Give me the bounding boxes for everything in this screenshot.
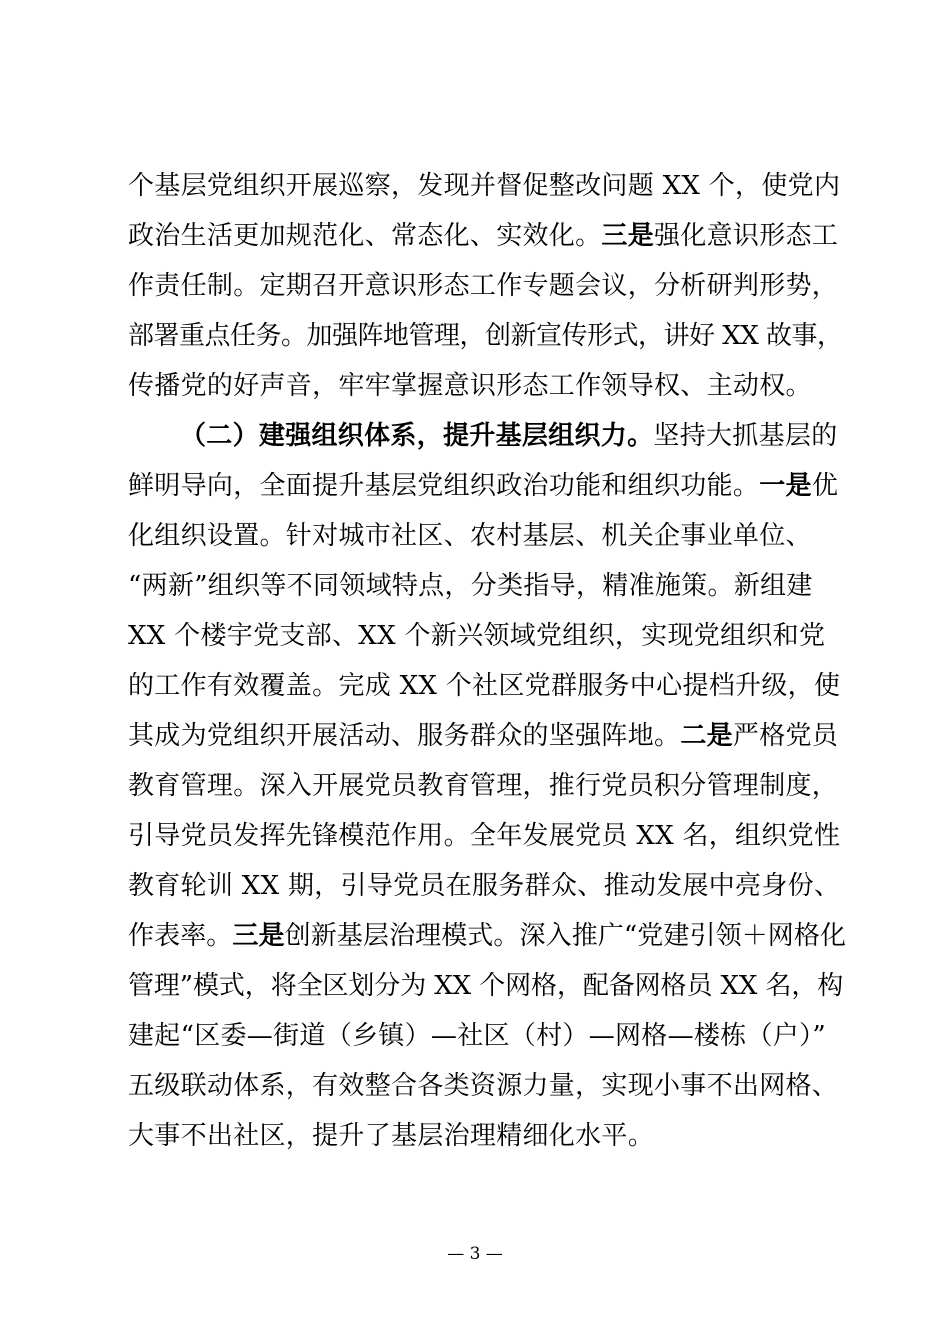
bold-run: 二是 [680, 721, 733, 751]
text-run: 的工作有效覆盖。完成 XX 个社区党群服务中心提档升级，使 [128, 671, 841, 701]
body-line [128, 1116, 654, 1156]
text-run: 鲜明导向，全面提升基层党组织政治功能和组织功能。 [128, 471, 760, 501]
bold-run: 一是 [759, 471, 812, 501]
text-run: 教育管理。深入开展党员教育管理，推行党员积分管理制度， [128, 771, 839, 801]
text-run: 创新基层治理模式。深入推广“党建引领＋网格化 [284, 921, 847, 951]
text-run: 其成为党组织开展活动、服务群众的坚强阵地。 [128, 721, 681, 751]
text-run: 作责任制。定期召开意识形态工作专题会议，分析研判形势， [128, 271, 839, 301]
text-run: 优 [811, 471, 839, 501]
body-line [128, 366, 812, 406]
bold-run: 三是 [232, 921, 285, 951]
text-run: 化组织设置。针对城市社区、农村基层、机关企事业单位、 [128, 521, 812, 551]
body-line [128, 516, 812, 556]
body-line [128, 716, 838, 756]
bold-run: （二）建强组织体系，提升基层组织力。 [180, 421, 654, 451]
body-line [128, 166, 840, 206]
body-line [128, 1016, 826, 1056]
body-line [128, 266, 838, 306]
bold-run: 三是 [601, 221, 655, 251]
text-run: 引导党员发挥先锋模范作用。全年发展党员 XX 名，组织党性 [128, 821, 841, 851]
text-run: 大事不出社区，提升了基层治理精细化水平。 [128, 1121, 655, 1151]
text-run: 政治生活更加规范化、常态化、实效化。 [128, 221, 602, 251]
body-line [128, 566, 813, 606]
text-run: 强化意识形态工 [654, 221, 839, 251]
text-run: 作表率。 [128, 921, 233, 951]
body-line [128, 616, 825, 656]
text-run: 严格党员 [732, 721, 839, 751]
body-line [128, 1066, 838, 1106]
body-line [128, 916, 846, 956]
body-line [128, 466, 838, 506]
text-run: 五级联动体系，有效整合各类资源力量，实现小事不出网格、 [128, 1071, 839, 1101]
text-run: 教育轮训 XX 期，引导党员在服务群众、推动发展中亮身份、 [128, 871, 841, 901]
body-line [128, 966, 843, 1006]
text-run: 传播党的好声音，牢牢掌握意识形态工作领导权、主动权。 [128, 371, 812, 401]
body-line [128, 666, 840, 706]
body-line [128, 816, 840, 856]
text-run: 坚持大抓基层的 [653, 421, 838, 451]
text-run: 部署重点任务。加强阵地管理，创新宣传形式，讲好 XX 故事， [128, 321, 843, 351]
text-run: 个基层党组织开展巡察，发现并督促整改问题 XX 个，使党内 [128, 171, 841, 201]
page-number: — 3 — [447, 1244, 503, 1264]
text-run: 建起“区委—街道（乡镇）—社区（村）—网格—楼栋（户）” [128, 1021, 826, 1051]
body-line [128, 866, 840, 906]
text-run: 管理”模式，将全区划分为 XX 个网格，配备网格员 XX 名，构 [128, 971, 844, 1001]
text-run: XX 个楼宇党支部、XX 个新兴领域党组织，实现党组织和党 [128, 621, 826, 651]
section-heading-line [180, 416, 838, 456]
body-line [128, 216, 838, 256]
body-line [128, 766, 838, 806]
text-run: “两新”组织等不同领域特点，分类指导，精准施策。新组建 [128, 571, 813, 601]
body-line [128, 316, 843, 356]
